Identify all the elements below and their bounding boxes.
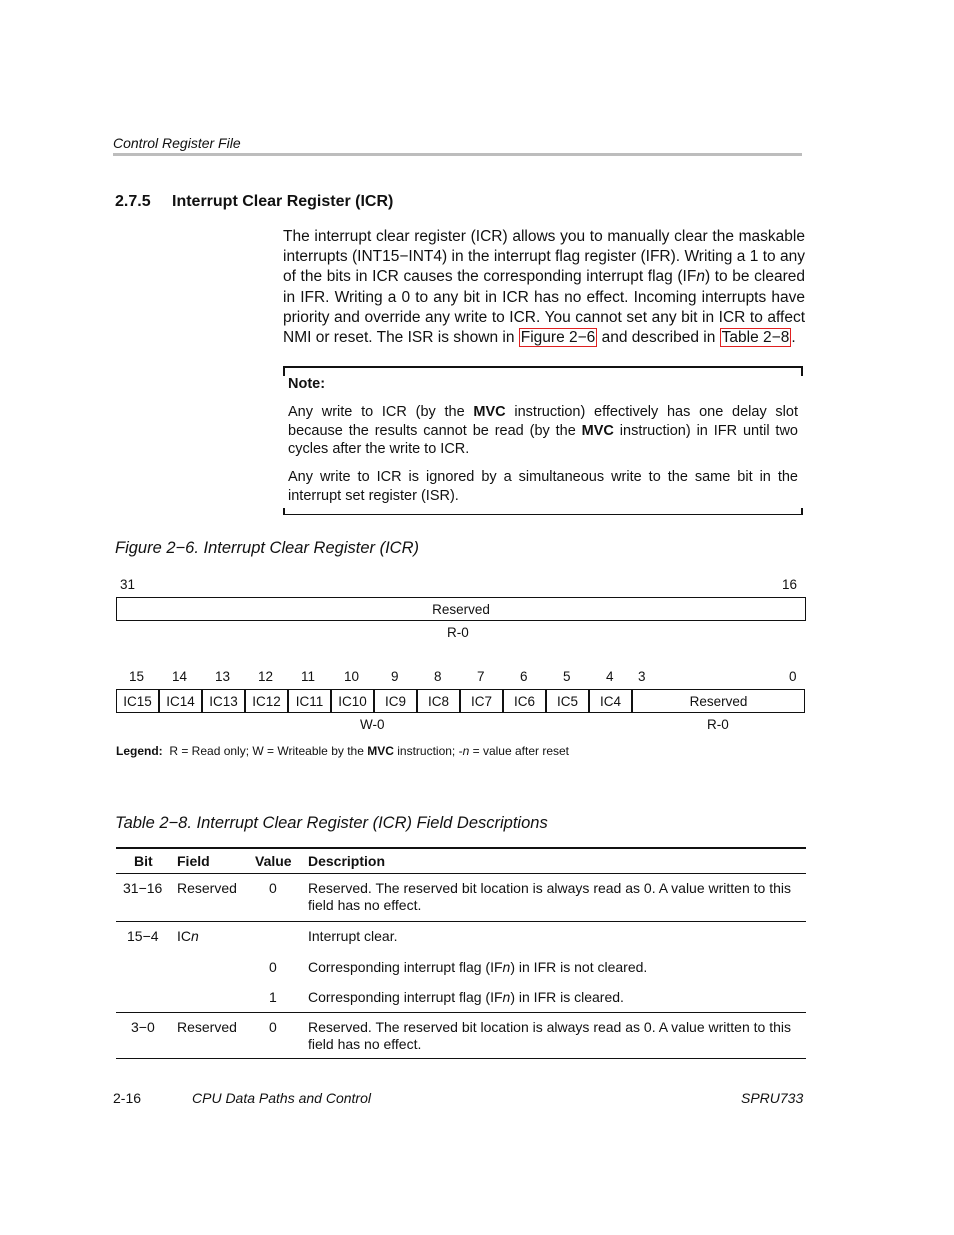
intro-text-2: ) to be cleared in IFR. Writing a 0 to any bit in ICR has no effect. Incoming interrupts have priority and override any write to ICR. You cannot set any bit in ICR to affect NMI or reset. The ISR is shown in <box>283 268 806 347</box>
row3-field: Reserved <box>177 1019 237 1035</box>
note-bold-mvc: MVC <box>473 404 506 420</box>
row3-bit: 3−0 <box>131 1019 155 1035</box>
header-rule <box>113 153 802 156</box>
bit-number-16: 16 <box>782 577 798 592</box>
section-title-text: Interrupt Clear Register (ICR) <box>172 193 394 210</box>
bit-number: 13 <box>215 669 231 684</box>
note-corner <box>283 368 285 376</box>
legend-bold-mvc: MVC <box>367 744 394 758</box>
bit-number: 11 <box>301 669 316 684</box>
access-upper: R-0 <box>447 625 469 640</box>
access-read: R-0 <box>707 717 729 732</box>
th-description: Description <box>308 853 386 869</box>
bit-number: 5 <box>563 669 571 684</box>
figure-link[interactable]: Figure 2−6 <box>520 329 596 347</box>
field-ic7: IC7 <box>460 689 503 713</box>
figure-legend <box>116 744 569 758</box>
field-reserved-lower: Reserved <box>632 689 805 713</box>
row1-bit: 31−16 <box>123 880 163 896</box>
bit-number: 0 <box>789 669 797 684</box>
table-top-rule <box>116 847 806 849</box>
row2-field <box>177 928 199 944</box>
section-number: 2.7.5 <box>115 193 151 210</box>
th-field: Field <box>177 853 210 869</box>
bit-number: 9 <box>391 669 399 684</box>
legend-label: Legend: <box>116 744 163 758</box>
table-header-rule <box>116 873 806 874</box>
row2-sub1-value: 0 <box>269 959 277 975</box>
bit-number: 6 <box>520 669 528 684</box>
reserved-field-upper: Reserved <box>116 597 806 621</box>
row3-value: 0 <box>269 1019 277 1035</box>
footer-doc-id: SPRU733 <box>741 1090 804 1106</box>
desc-italic: n <box>502 959 511 975</box>
bit-number: 8 <box>434 669 442 684</box>
note-text: instruction) in IFR until two cycles after the write to ICR. <box>288 422 798 458</box>
bit-number: 14 <box>172 669 188 684</box>
note-corner <box>801 368 803 376</box>
th-bit: Bit <box>134 853 153 869</box>
intro-italic-n: n <box>696 268 705 286</box>
intro-paragraph <box>283 227 805 348</box>
table-link[interactable]: Table 2−8 <box>721 329 790 347</box>
note-box <box>283 366 803 515</box>
intro-text-4: . <box>791 329 796 347</box>
row1-description: Reserved. The reserved bit location is always read as 0. A value written to this field has no effect. <box>308 880 791 913</box>
row-rule <box>116 1012 806 1013</box>
legend-text: = value after reset <box>469 744 570 758</box>
field-ic11: IC11 <box>288 689 331 713</box>
section-title <box>115 193 393 211</box>
desc-text: Corresponding interrupt flag (IF <box>308 989 503 1005</box>
legend-text: instruction; - <box>393 744 463 758</box>
row1-field: Reserved <box>177 880 237 896</box>
footer-page-number: 2-16 <box>113 1090 142 1106</box>
intro-text-1: The interrupt clear register (ICR) allows you to manually clear the maskable interrupts (INT15−INT4) in the interrupt flag register (IFR). Writing a 1 to any of the bits in ICR causes the corresponding interrupt flag (IF <box>283 228 805 286</box>
note-paragraph-2: Any write to ICR is ignored by a simultaneous write to the same bit in the interrupt set register (ISR). <box>288 469 798 504</box>
footer-chapter: CPU Data Paths and Control <box>192 1090 371 1106</box>
running-header: Control Register File <box>113 135 241 151</box>
field-ic13: IC13 <box>202 689 245 713</box>
field-ic9: IC9 <box>374 689 417 713</box>
desc-italic: n <box>502 989 511 1005</box>
access-write: W-0 <box>360 717 385 732</box>
table-caption: Table 2−8. Interrupt Clear Register (ICR) Field Descriptions <box>115 814 548 832</box>
field-ic8: IC8 <box>417 689 460 713</box>
bit-number: 15 <box>129 669 145 684</box>
row2-description: Interrupt clear. <box>308 928 398 944</box>
legend-italic-n: n <box>462 744 470 758</box>
field-ic6: IC6 <box>503 689 546 713</box>
field-ic4: IC4 <box>589 689 632 713</box>
table-bottom-rule <box>116 1058 806 1059</box>
field-ic14: IC14 <box>159 689 202 713</box>
intro-text-3: and described in <box>597 329 720 347</box>
row3-description: Reserved. The reserved bit location is always read as 0. A value written to this field has no effect. <box>308 1019 791 1052</box>
note-corner <box>283 508 285 514</box>
bit-number: 4 <box>606 669 614 684</box>
field-ic15: IC15 <box>116 689 159 713</box>
row2-field-italic: n <box>191 928 199 944</box>
bit-number: 3 <box>638 669 646 684</box>
field-ic5: IC5 <box>546 689 589 713</box>
row1-value: 0 <box>269 880 277 896</box>
note-text: Any write to ICR (by the <box>288 404 474 420</box>
bit-number: 7 <box>477 669 485 684</box>
note-paragraph-1 <box>288 403 798 459</box>
th-value: Value <box>255 853 292 869</box>
legend-text: R = Read only; W = Writeable by the <box>169 744 368 758</box>
figure-caption: Figure 2−6. Interrupt Clear Register (ICR) <box>115 539 419 557</box>
row2-sub2-description <box>308 989 624 1005</box>
desc-text: Corresponding interrupt flag (IF <box>308 959 503 975</box>
note-title: Note: <box>288 376 326 392</box>
desc-text: ) in IFR is not cleared. <box>510 959 648 975</box>
row2-sub1-description <box>308 959 647 975</box>
field-ic12: IC12 <box>245 689 288 713</box>
bit-number-31: 31 <box>120 577 136 592</box>
field-ic10: IC10 <box>331 689 374 713</box>
row2-field-text: IC <box>177 928 191 944</box>
bit-number: 10 <box>344 669 360 684</box>
note-text: instruction) effectively has one delay slot because the results cannot be read (by the <box>288 404 798 439</box>
bit-number: 12 <box>258 669 274 684</box>
row2-sub2-value: 1 <box>269 989 277 1005</box>
row2-bit: 15−4 <box>127 928 159 944</box>
note-corner <box>801 508 803 514</box>
desc-text: ) in IFR is cleared. <box>510 989 624 1005</box>
note-bold-mvc: MVC <box>581 422 614 439</box>
row-rule <box>116 921 806 922</box>
